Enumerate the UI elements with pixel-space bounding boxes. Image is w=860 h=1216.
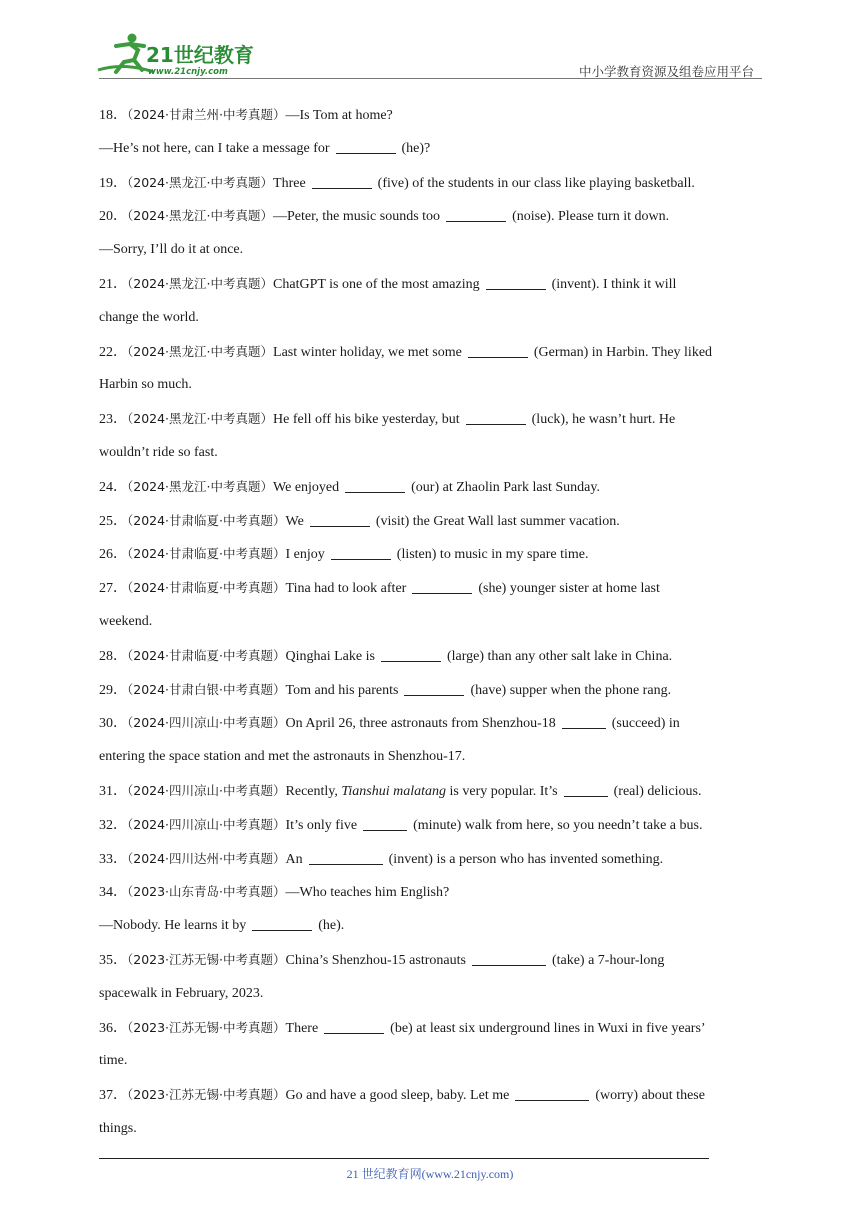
question-text: On April 26, three astronauts from Shenzhou-18 xyxy=(285,716,556,732)
question-text: (our) at Zhaolin Park last Sunday. xyxy=(411,479,600,495)
question-source: （2023·江苏无锡·中考真题） xyxy=(127,1019,286,1035)
question-number: 25． xyxy=(99,513,127,529)
question-line xyxy=(99,168,762,202)
question-source: （2023·江苏无锡·中考真题） xyxy=(127,951,286,967)
footer-divider xyxy=(99,1158,709,1159)
question-number: 24． xyxy=(99,479,127,495)
question-line xyxy=(99,100,762,134)
question-line xyxy=(99,472,762,506)
question-source: （2024·黑龙江·中考真题） xyxy=(127,343,274,359)
question-number: 22． xyxy=(99,344,127,360)
question-text: —He’s not here, can I take a message for xyxy=(99,140,330,156)
question-text: Recently, xyxy=(285,783,338,799)
question-text: (he)? xyxy=(401,140,431,156)
answer-blank[interactable] xyxy=(466,410,526,425)
question-source: （2023·山东青岛·中考真题） xyxy=(127,884,286,900)
question-number: 37． xyxy=(99,1088,127,1104)
question-number: 36． xyxy=(99,1020,127,1036)
answer-blank[interactable] xyxy=(363,816,407,831)
question-line xyxy=(99,438,762,472)
question-text: China’s Shenzhou-15 astronauts xyxy=(285,952,466,968)
question-text: Three xyxy=(273,175,306,191)
question-text: (real) delicious. xyxy=(613,783,702,799)
question-number: 19． xyxy=(99,175,127,191)
question-number: 34． xyxy=(99,885,127,901)
logo-url-text: www.21cnjy.com xyxy=(148,67,228,77)
question-list xyxy=(99,100,762,1148)
answer-blank[interactable] xyxy=(310,512,370,527)
question-number: 31． xyxy=(99,783,127,799)
question-line xyxy=(99,979,762,1013)
question-line xyxy=(99,134,762,168)
question-line xyxy=(99,607,762,641)
question-text: Go and have a good sleep, baby. Let me xyxy=(285,1088,510,1104)
question-line xyxy=(99,370,762,404)
question-text: We enjoyed xyxy=(273,479,340,495)
answer-blank[interactable] xyxy=(468,343,528,358)
question-line xyxy=(99,708,762,742)
question-text: (be) at least six underground lines in Wuxi in five years’ xyxy=(390,1020,706,1036)
question-text: weekend. xyxy=(99,613,153,629)
question-source: （2024·黑龙江·中考真题） xyxy=(127,478,274,494)
question-text: Tina had to look after xyxy=(285,581,407,597)
question-text: time. xyxy=(99,1053,128,1069)
question-text: —Peter, the music sounds too xyxy=(273,209,441,225)
question-line xyxy=(99,404,762,438)
question-text: (she) younger sister at home last xyxy=(478,581,660,597)
question-line xyxy=(99,573,762,607)
question-number: 21． xyxy=(99,276,127,292)
question-text: (invent) is a person who has invented something. xyxy=(388,851,664,867)
question-text: He fell off his bike yesterday, but xyxy=(273,412,460,428)
question-text: Tom and his parents xyxy=(285,682,399,698)
question-text: Qinghai Lake is xyxy=(285,648,375,664)
question-text: —Who teaches him English? xyxy=(285,885,450,901)
question-text: (luck), he wasn’t hurt. He xyxy=(531,412,676,428)
answer-blank[interactable] xyxy=(331,545,391,560)
question-text: (minute) walk from here, so you needn’t take a bus. xyxy=(413,817,703,833)
question-text: spacewalk in February, 2023. xyxy=(99,985,264,1001)
question-text: (invent). I think it will xyxy=(551,276,677,292)
question-text: wouldn’t ride so fast. xyxy=(99,444,218,460)
question-line xyxy=(99,1114,762,1148)
question-line xyxy=(99,1080,762,1114)
question-line xyxy=(99,675,762,709)
answer-blank[interactable] xyxy=(336,139,396,154)
question-number: 29． xyxy=(99,682,127,698)
answer-blank[interactable] xyxy=(472,951,546,966)
question-text: —Nobody. He learns it by xyxy=(99,918,247,934)
question-text: Last winter holiday, we met some xyxy=(273,344,462,360)
question-source: （2024·黑龙江·中考真题） xyxy=(127,275,274,291)
question-line xyxy=(99,235,762,269)
question-text: —Sorry, I’ll do it at once. xyxy=(99,242,244,258)
question-line xyxy=(99,201,762,235)
page-header xyxy=(0,0,860,80)
question-text: (noise). Please turn it down. xyxy=(512,209,670,225)
question-text: (take) a 7-hour-long xyxy=(551,952,665,968)
question-line xyxy=(99,877,762,911)
question-source: （2024·黑龙江·中考真题） xyxy=(127,411,274,427)
header-divider xyxy=(99,78,762,79)
answer-blank[interactable] xyxy=(345,478,405,493)
logo xyxy=(94,32,264,78)
question-source: （2024·黑龙江·中考真题） xyxy=(127,174,274,190)
question-text: An xyxy=(285,851,303,867)
answer-blank[interactable] xyxy=(312,174,372,189)
question-text: (he). xyxy=(318,918,345,934)
question-source: （2024·甘肃临夏·中考真题） xyxy=(127,546,286,562)
question-source: （2024·甘肃临夏·中考真题） xyxy=(127,580,286,596)
answer-blank[interactable] xyxy=(412,579,472,594)
question-text: (visit) the Great Wall last summer vacation. xyxy=(375,513,620,529)
question-text: entering the space station and met the astronauts in Shenzhou-17. xyxy=(99,749,466,765)
question-number: 26． xyxy=(99,547,127,563)
question-text: is very popular. It’s xyxy=(449,783,558,799)
question-line xyxy=(99,844,762,878)
question-line xyxy=(99,945,762,979)
question-number: 27． xyxy=(99,581,127,597)
question-text: (German) in Harbin. They liked xyxy=(533,344,713,360)
answer-blank[interactable] xyxy=(446,207,506,222)
question-number: 30． xyxy=(99,716,127,732)
question-number: 28． xyxy=(99,648,127,664)
question-text: We xyxy=(285,513,304,529)
question-line xyxy=(99,506,762,540)
question-line xyxy=(99,303,762,337)
question-text: Harbin so much. xyxy=(99,377,192,393)
question-number: 20． xyxy=(99,209,127,225)
question-number: 23． xyxy=(99,412,127,428)
question-line xyxy=(99,1013,762,1047)
question-source: （2024·四川凉山·中考真题） xyxy=(127,715,286,731)
question-number: 32． xyxy=(99,817,127,833)
question-text: —Is Tom at home? xyxy=(285,108,393,123)
question-source: （2024·甘肃临夏·中考真题） xyxy=(127,512,286,528)
question-source: （2024·甘肃白银·中考真题） xyxy=(127,681,286,697)
question-line xyxy=(99,269,762,303)
answer-blank[interactable] xyxy=(564,782,608,797)
answer-blank[interactable] xyxy=(515,1086,589,1101)
question-number: 33． xyxy=(99,851,127,867)
answer-blank[interactable] xyxy=(381,647,441,662)
question-text: (five) of the students in our class like playing basketball. xyxy=(377,175,695,191)
question-text: I enjoy xyxy=(285,547,325,563)
question-text: It’s only five xyxy=(285,817,358,833)
question-text: (have) supper when the phone rang. xyxy=(470,682,672,698)
question-source: （2024·黑龙江·中考真题） xyxy=(127,208,274,224)
answer-blank[interactable] xyxy=(324,1019,384,1034)
question-text: (listen) to music in my spare time. xyxy=(396,547,589,563)
question-number: 35． xyxy=(99,952,127,968)
question-source: （2024·四川凉山·中考真题） xyxy=(127,816,286,832)
question-number: 18． xyxy=(99,108,127,123)
question-text: (large) than any other salt lake in China. xyxy=(446,648,673,664)
question-line xyxy=(99,1046,762,1080)
answer-blank[interactable] xyxy=(486,275,546,290)
question-line xyxy=(99,641,762,675)
question-source: （2024·甘肃兰州·中考真题） xyxy=(127,107,286,122)
question-text: things. xyxy=(99,1120,137,1136)
question-line xyxy=(99,742,762,776)
question-source: （2024·甘肃临夏·中考真题） xyxy=(127,647,286,663)
question-source: （2023·江苏无锡·中考真题） xyxy=(127,1087,286,1103)
question-source: （2024·四川凉山·中考真题） xyxy=(127,782,286,798)
question-text: (worry) about these xyxy=(595,1088,705,1104)
question-source: （2024·四川达州·中考真题） xyxy=(127,850,286,866)
logo-main-text: 21世纪教育 xyxy=(146,43,254,67)
platform-name: 中小学教育资源及组卷应用平台 xyxy=(578,64,754,79)
question-text: (succeed) in xyxy=(611,716,680,732)
answer-blank[interactable] xyxy=(309,850,383,865)
question-line xyxy=(99,337,762,371)
footer-link[interactable]: 21 世纪教育网(www.21cnjy.com) xyxy=(346,1167,514,1181)
question-text-italic: Tianshui malatang xyxy=(341,783,447,799)
question-text: change the world. xyxy=(99,309,199,325)
question-line xyxy=(99,911,762,945)
question-text: ChatGPT is one of the most amazing xyxy=(273,276,480,292)
answer-blank[interactable] xyxy=(562,714,606,729)
answer-blank[interactable] xyxy=(252,916,312,931)
question-line xyxy=(99,539,762,573)
answer-blank[interactable] xyxy=(404,681,464,696)
question-text: There xyxy=(285,1020,319,1036)
question-line xyxy=(99,776,762,810)
question-line xyxy=(99,810,762,844)
